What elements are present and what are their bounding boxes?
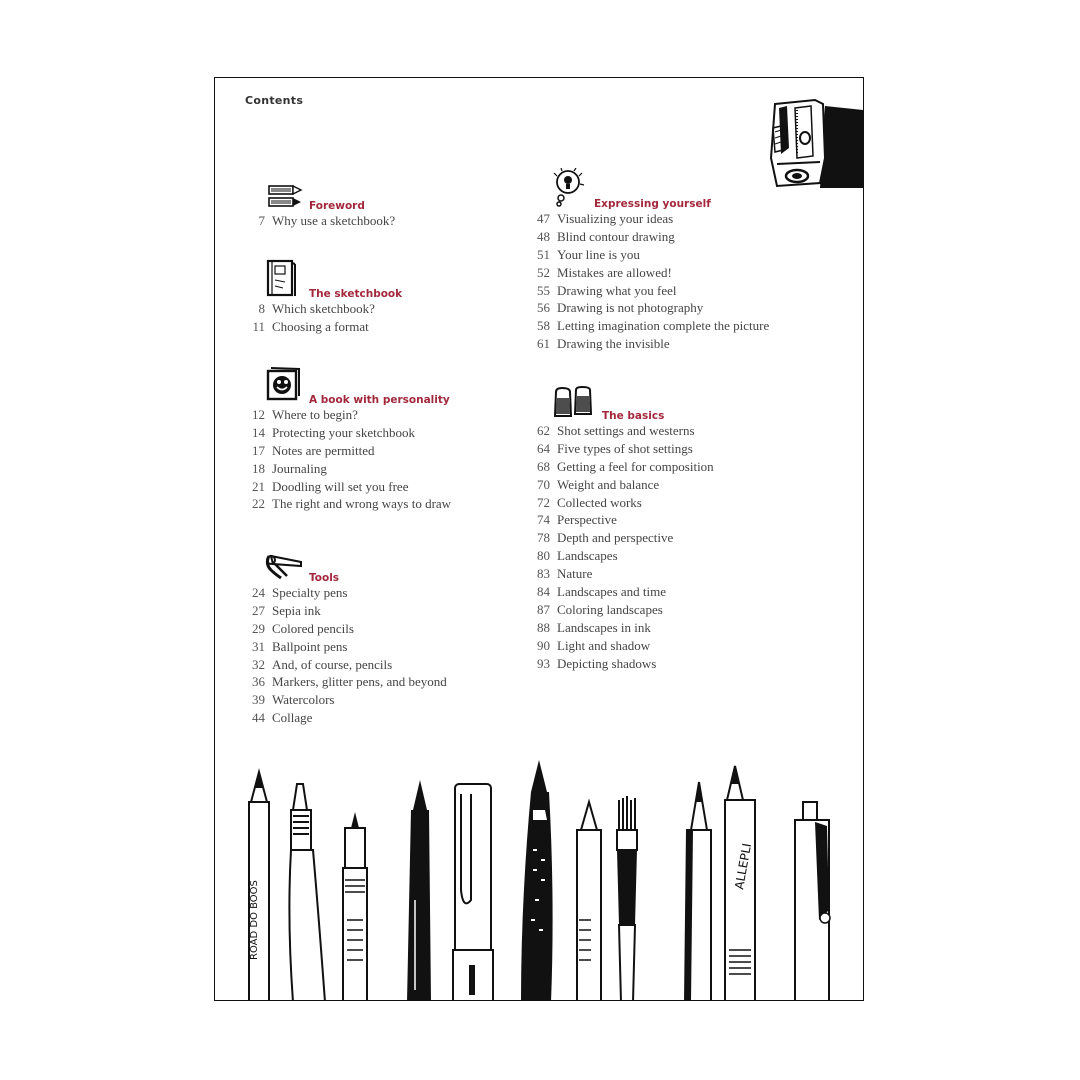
entry-title: Sepia ink bbox=[272, 602, 321, 618]
page-number: 29 bbox=[252, 620, 265, 636]
paintbrush-drawing-icon bbox=[617, 796, 637, 1000]
page-number: 14 bbox=[252, 424, 265, 440]
smiley-book-icon bbox=[265, 366, 303, 404]
toc-entry[interactable] bbox=[528, 583, 714, 601]
svg-text:ROAD DO BOOS: ROAD DO BOOS bbox=[249, 880, 260, 960]
toc-entry[interactable] bbox=[528, 299, 769, 317]
marker-drawing-icon bbox=[725, 766, 755, 1000]
page-number: 83 bbox=[537, 566, 550, 582]
toc-entry[interactable] bbox=[528, 529, 714, 547]
toc-entry[interactable] bbox=[243, 620, 447, 638]
page-number: 64 bbox=[537, 440, 550, 456]
pencils-icon bbox=[267, 184, 303, 210]
section-expressing-yourself bbox=[528, 166, 769, 353]
toc-entry[interactable] bbox=[243, 318, 375, 336]
entry-title: Visualizing your ideas bbox=[557, 210, 674, 226]
page-number: 7 bbox=[258, 212, 265, 228]
page-number: 58 bbox=[537, 318, 550, 334]
entry-title: Drawing is not photography bbox=[557, 300, 704, 316]
page-number: 21 bbox=[252, 478, 265, 494]
page-number: 12 bbox=[252, 406, 265, 422]
entry-title: The right and wrong ways to draw bbox=[272, 496, 452, 512]
page-number: 36 bbox=[252, 674, 265, 690]
page-number: 78 bbox=[537, 530, 550, 546]
page-number: 48 bbox=[537, 228, 550, 244]
entry-title: Five types of shot settings bbox=[557, 440, 693, 456]
entry-title: Protecting your sketchbook bbox=[272, 424, 415, 440]
entry-title: Where to begin? bbox=[272, 406, 358, 422]
entry-title: Your line is you bbox=[557, 246, 640, 262]
entry-title: Perspective bbox=[557, 512, 617, 528]
toc-entry[interactable] bbox=[528, 440, 714, 458]
toc-entry[interactable] bbox=[528, 317, 769, 335]
toc-entry[interactable] bbox=[243, 478, 451, 496]
toc-entry[interactable] bbox=[528, 476, 714, 494]
clip-pen-drawing-icon bbox=[453, 784, 493, 1000]
sketchbook-icon bbox=[265, 258, 297, 298]
page-number: 8 bbox=[258, 300, 265, 316]
ballpoint-pen-drawing-icon bbox=[795, 802, 830, 1000]
fineliner-drawing-icon bbox=[343, 812, 367, 1000]
page-number: 11 bbox=[252, 318, 265, 334]
toc-entry[interactable] bbox=[243, 638, 447, 656]
page-number: 56 bbox=[537, 300, 550, 316]
toc-entry[interactable] bbox=[243, 584, 447, 602]
svg-text:ALLEPLI: ALLEPLI bbox=[732, 842, 755, 891]
paint-jars-icon bbox=[552, 386, 598, 420]
toc-entry[interactable] bbox=[528, 619, 714, 637]
page-number: 39 bbox=[252, 692, 265, 708]
toc-entry[interactable] bbox=[528, 601, 714, 619]
page-number: 70 bbox=[537, 476, 550, 492]
entry-title: Getting a feel for composition bbox=[557, 458, 714, 474]
page-number: 55 bbox=[537, 282, 550, 298]
toc-entry[interactable] bbox=[528, 264, 769, 282]
entry-title: Choosing a format bbox=[272, 318, 369, 334]
toc-entry[interactable] bbox=[528, 228, 769, 246]
entry-title: Shot settings and westerns bbox=[557, 422, 695, 438]
section-a-book-with-personality bbox=[243, 362, 451, 513]
entry-title: Colored pencils bbox=[272, 620, 354, 636]
pencil-sharpener-icon bbox=[765, 88, 864, 188]
page-number: 80 bbox=[537, 548, 550, 564]
entry-title: Doodling will set you free bbox=[272, 478, 409, 494]
section-tools bbox=[243, 546, 447, 727]
section-foreword bbox=[243, 178, 395, 230]
toc-entry[interactable] bbox=[243, 406, 451, 424]
entry-title: Landscapes and time bbox=[557, 583, 667, 599]
page-number: 52 bbox=[537, 264, 550, 280]
toc-entry[interactable] bbox=[528, 637, 714, 655]
page-number: 84 bbox=[537, 583, 550, 599]
section-title: Expressing yourself bbox=[594, 198, 711, 210]
entry-title: Light and shadow bbox=[557, 637, 651, 653]
toc-entry[interactable] bbox=[528, 210, 769, 228]
page-number: 90 bbox=[537, 637, 550, 653]
page-number: 88 bbox=[537, 619, 550, 635]
toc-entry[interactable] bbox=[243, 460, 451, 478]
section-the-sketchbook bbox=[243, 256, 403, 336]
page-number: 93 bbox=[537, 655, 550, 671]
toc-entry[interactable] bbox=[528, 547, 714, 565]
toc-entry[interactable] bbox=[243, 709, 447, 727]
section-title: Tools bbox=[309, 572, 340, 584]
brush-pen-drawing-icon bbox=[521, 760, 553, 1000]
section-the-basics bbox=[528, 380, 714, 672]
contents-page bbox=[214, 77, 864, 1001]
page-number: 87 bbox=[537, 601, 550, 617]
entry-title: Specialty pens bbox=[272, 584, 348, 600]
toc-entry[interactable] bbox=[528, 565, 714, 583]
entry-title: Blind contour drawing bbox=[557, 228, 675, 244]
entry-title: Nature bbox=[557, 566, 593, 582]
lightbulb-thought-icon bbox=[552, 168, 588, 208]
toc-entry[interactable] bbox=[528, 655, 714, 673]
toc-entry[interactable] bbox=[243, 495, 451, 513]
page-number: 22 bbox=[252, 496, 265, 512]
entry-title: Landscapes in ink bbox=[557, 619, 651, 635]
entry-title: Markers, glitter pens, and beyond bbox=[272, 674, 447, 690]
toc-entry[interactable] bbox=[528, 335, 769, 353]
entry-title: Drawing the invisible bbox=[557, 336, 670, 352]
page-number: 47 bbox=[537, 210, 550, 226]
pencil-drawing-icon bbox=[249, 772, 269, 1000]
page-number: 74 bbox=[537, 512, 550, 528]
page-number: 27 bbox=[252, 602, 265, 618]
section-title: Foreword bbox=[309, 200, 365, 212]
toc-entry[interactable] bbox=[243, 691, 447, 709]
pencil-drawing-icon bbox=[685, 782, 711, 1000]
entry-title: Why use a sketchbook? bbox=[272, 212, 396, 228]
toc-entry[interactable] bbox=[528, 246, 769, 264]
black-pen-drawing-icon bbox=[407, 780, 431, 1000]
toc-entry[interactable] bbox=[243, 442, 451, 460]
page-number: 18 bbox=[252, 460, 265, 476]
entry-title: Watercolors bbox=[272, 692, 335, 708]
entry-title: Mistakes are allowed! bbox=[557, 264, 672, 280]
entry-title: And, of course, pencils bbox=[272, 656, 393, 672]
section-title: A book with personality bbox=[309, 394, 450, 406]
entry-title: Ballpoint pens bbox=[272, 638, 348, 654]
page-number: 24 bbox=[252, 584, 265, 600]
pens-illustration bbox=[215, 760, 864, 1000]
entry-title: Depicting shadows bbox=[557, 655, 657, 671]
toc-entry[interactable] bbox=[243, 300, 375, 318]
toc-entry[interactable] bbox=[528, 282, 769, 300]
page-number: 17 bbox=[252, 442, 265, 458]
page-title: Contents bbox=[245, 94, 304, 107]
crayon-drawing-icon bbox=[577, 802, 601, 1000]
toc-entry[interactable] bbox=[243, 602, 447, 620]
page-number: 62 bbox=[537, 422, 550, 438]
page-number: 51 bbox=[537, 246, 550, 262]
entry-title: Which sketchbook? bbox=[272, 300, 375, 316]
toc-entry[interactable] bbox=[528, 422, 714, 440]
toc-entry[interactable] bbox=[243, 673, 447, 691]
entry-title: Coloring landscapes bbox=[557, 601, 663, 617]
entry-title: Journaling bbox=[272, 460, 327, 476]
page-number: 61 bbox=[537, 336, 550, 352]
entry-title: Weight and balance bbox=[557, 476, 660, 492]
toc-entry[interactable] bbox=[243, 424, 451, 442]
entry-title: Drawing what you feel bbox=[557, 282, 677, 298]
toc-entry[interactable] bbox=[243, 656, 447, 674]
entry-title: Collage bbox=[272, 710, 313, 726]
page-number: 68 bbox=[537, 458, 550, 474]
toc-entry[interactable] bbox=[528, 494, 714, 512]
page-number: 72 bbox=[537, 494, 550, 510]
page-number: 32 bbox=[252, 656, 265, 672]
toc-entry[interactable] bbox=[243, 212, 395, 230]
entry-title: Notes are permitted bbox=[272, 442, 375, 458]
toc-entry[interactable] bbox=[528, 458, 714, 476]
tools-icon bbox=[263, 550, 305, 582]
toc-entry[interactable] bbox=[528, 511, 714, 529]
entry-title: Collected works bbox=[557, 494, 642, 510]
pen-drawing-icon bbox=[289, 784, 325, 1000]
section-title: The sketchbook bbox=[309, 288, 403, 300]
page-number: 31 bbox=[252, 638, 265, 654]
entry-title: Letting imagination complete the picture bbox=[557, 318, 770, 334]
page-number: 44 bbox=[252, 710, 265, 726]
entry-title: Depth and perspective bbox=[557, 530, 674, 546]
section-title: The basics bbox=[602, 410, 665, 422]
entry-title: Landscapes bbox=[557, 548, 618, 564]
